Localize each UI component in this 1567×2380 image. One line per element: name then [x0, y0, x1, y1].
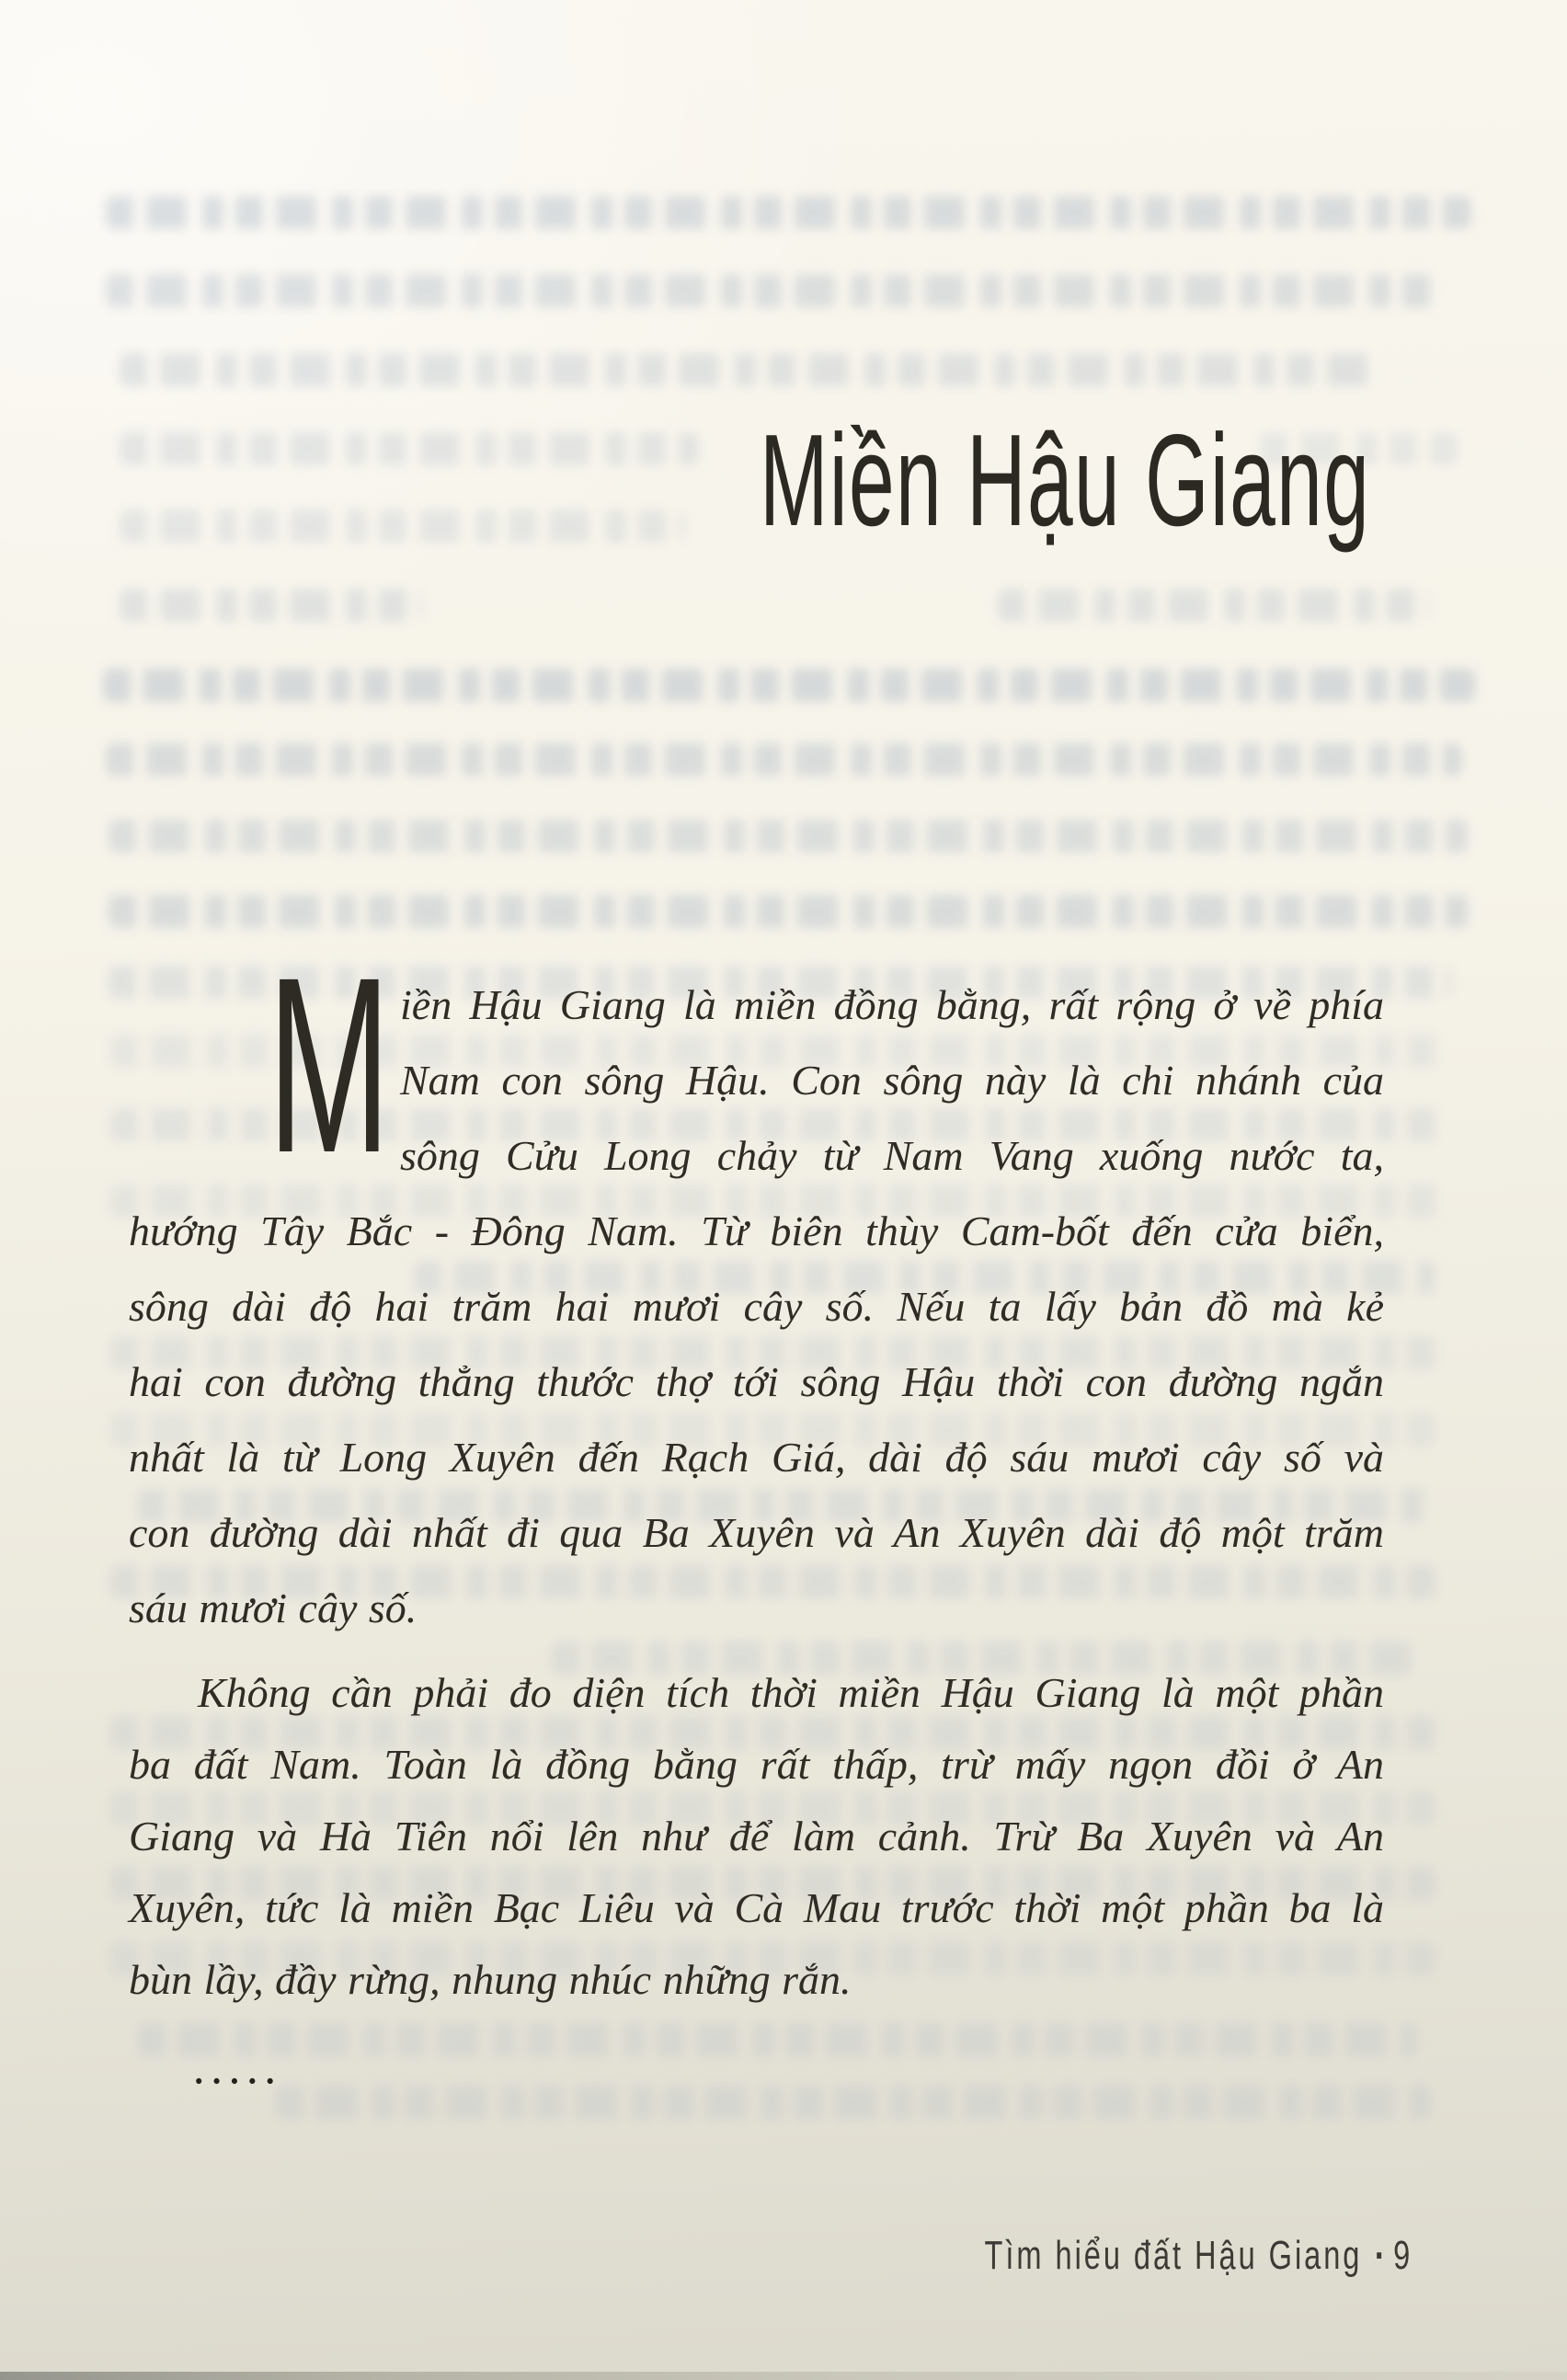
text-line: sáu mươi cây số.	[129, 1585, 417, 1631]
bleed-through-line	[120, 509, 685, 543]
text-line: nhất là từ Long Xuyên đến Rạch Giá, dài độ sáu mươi cây số và	[129, 1434, 1384, 1481]
paragraph-2	[129, 1657, 1384, 2016]
bleed-through-line	[109, 819, 1468, 852]
scan-bottom-edge	[0, 2372, 1567, 2380]
square-bullet-icon: ▪	[1375, 2241, 1383, 2269]
text-line: hai con đường thẳng thước thợ tới sông Hậu thời con đường ngắn	[129, 1358, 1384, 1405]
text-line: Xuyên, tức là miền Bạc Liêu và Cà Mau trước thời một phần ba là	[129, 1884, 1384, 1931]
bleed-through-line	[120, 432, 699, 465]
bleed-through-line	[106, 743, 1462, 776]
bleed-through-line	[103, 669, 1475, 702]
bleed-through-line	[106, 196, 1471, 229]
page-footer	[984, 2231, 1410, 2280]
bleed-through-line	[106, 274, 1435, 307]
ellipsis-marker: •••••	[193, 2071, 282, 2093]
footer-book-title: Tìm hiểu đất Hậu Giang	[984, 2233, 1363, 2278]
text-line: Không cần phải đo diện tích thời miền Hậu Giang là một phần	[198, 1669, 1384, 1716]
bleed-through-line	[276, 2086, 1430, 2119]
bleed-through-line	[998, 589, 1430, 622]
bleed-through-line	[120, 589, 423, 622]
chapter-title: Miền Hậu Giang	[759, 407, 1370, 554]
footer-page-number: 9	[1392, 2233, 1410, 2278]
text-line: ba đất Nam. Toàn là đồng bằng rất thấp, trừ mấy ngọn đồi ở An	[129, 1741, 1384, 1788]
text-line: iền Hậu Giang là miền đồng bằng, rất rộng ở về phía	[400, 981, 1384, 1028]
bleed-through-line	[120, 353, 1379, 386]
text-line: sông dài độ hai trăm hai mươi cây số. Nếu ta lấy bản đồ mà kẻ	[129, 1283, 1384, 1330]
text-line: con đường dài nhất đi qua Ba Xuyên và An Xuyên dài độ một trăm	[129, 1509, 1384, 1556]
bleed-through-line	[109, 895, 1468, 928]
paragraph-1	[129, 967, 1384, 1646]
bleed-through-line	[138, 2023, 1416, 2056]
text-line: Giang và Hà Tiên nổi lên như để làm cảnh. Trừ Ba Xuyên và An	[129, 1813, 1384, 1859]
drop-cap: M	[268, 925, 391, 1205]
text-line: bùn lầy, đầy rừng, nhung nhúc những rắn.	[129, 1956, 852, 2003]
text-line: Nam con sông Hậu. Con sông này là chi nhánh của	[400, 1057, 1384, 1104]
text-line: sông Cửu Long chảy từ Nam Vang xuống nước ta,	[400, 1132, 1384, 1179]
text-line: hướng Tây Bắc - Đông Nam. Từ biên thùy Cam-bốt đến cửa biển,	[129, 1207, 1384, 1254]
